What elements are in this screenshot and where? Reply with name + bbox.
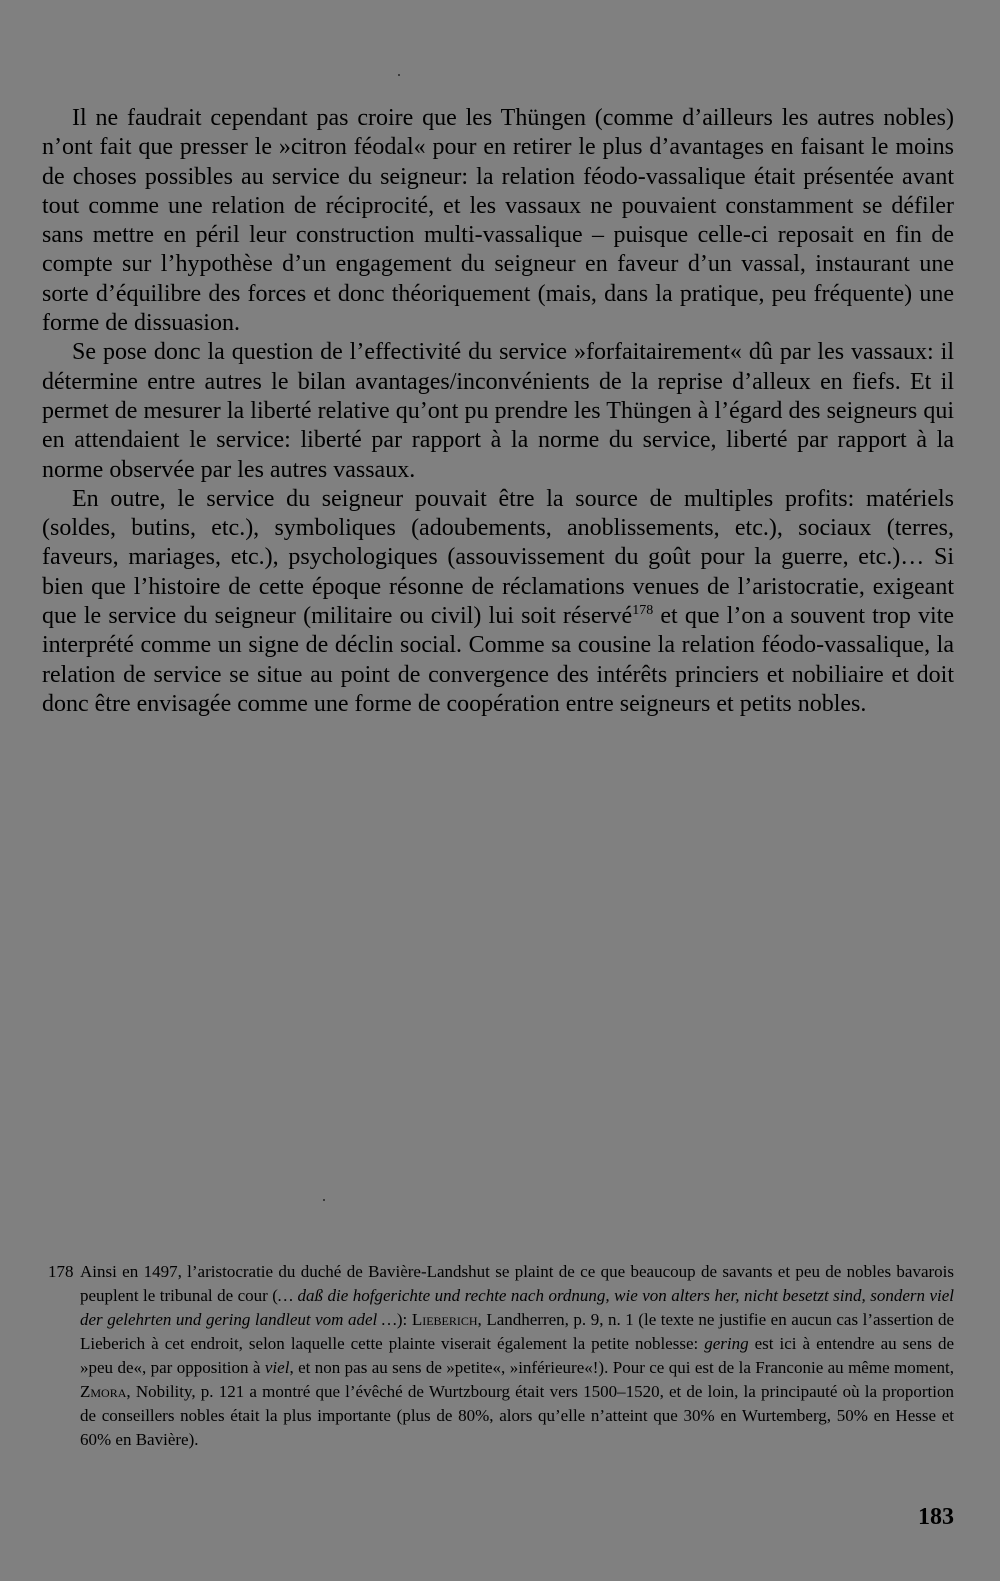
footnote-text: Ainsi en 1497, l’aristocratie du duché de Bavière-Landshut se plaint de ce que beaucoup de savants et peu de nobles bavarois peuplent le tribunal de cour (: [80, 1262, 954, 1305]
footnote-term: gering: [704, 1334, 749, 1353]
paragraph: [42, 485, 954, 719]
footnote-author: Lieberich: [411, 1310, 478, 1329]
body-text: [42, 104, 954, 719]
footnote-text: , et non pas au sens de »petite«, »inférieure«!). Pour ce qui est de la Franconie au même moment,: [289, 1358, 954, 1377]
footnote-text: est ici à entendre au sens de »peu de«, par opposition à: [80, 1334, 955, 1377]
footnote-text: ):: [396, 1310, 412, 1329]
footnote-quote: … daß die hofgerichte und rechte nach ordnung, wie von alters her, nicht besetzt sind, sondern viel der gelehrten und gering landleut vom adel …: [80, 1286, 954, 1329]
scan-speck: [398, 74, 400, 76]
footnotes: [48, 1260, 954, 1452]
footnote-text: , Landherren, p. 9, n. 1 (le texte ne justifie en aucun cas l’assertion de Lieberich à cet endroit, selon laquelle cette plainte viserait également la petite noblesse:: [80, 1310, 954, 1353]
paragraph: Il ne faudrait cependant pas croire que les Thüngen (comme d’ailleurs les autres nobles) n’ont fait que presser le »citron féodal« pour en retirer le plus d’avantages en faisant le moins de choses possibles au service du seigneur: la relation féodo-vassalique était présentée avant tout comme une relation de réciprocité, et les vassaux ne pouvaient constamment se défiler sans mettre en péril leur construction multi-vassalique – puisque celle-ci reposait en fin de compte sur l’hypothèse d’un engagement du seigneur en faveur d’un vassal, instaurant une sorte d’équilibre des forces et donc théoriquement (mais, dans la pratique, peu fréquente) une forme de dissuasion.: [42, 105, 954, 337]
footnote-reference[interactable]: 178: [632, 603, 654, 619]
page-number: 183: [918, 1504, 954, 1530]
footnote-number: 178: [48, 1262, 74, 1281]
footnote: [48, 1260, 954, 1452]
footnote-text: , Nobility, p. 121 a montré que l’évêché de Wurtzbourg était vers 1500–1520, et de loin, la principauté où la proportion de conseillers nobles était la plus importante (plus de 80%, alors qu’elle n’atteint que 30% en Wurtemberg, 50% en Hesse et 60% en Bavière).: [80, 1382, 954, 1449]
paragraph-text: et que l’on a souvent trop vite interprété comme un signe de déclin social. Comme sa cousine la relation féodo-vassalique, la relation de service se situe au point de convergence des intérêts princiers et nobiliaire et doit donc être envisagée comme une forme de coopération entre seigneurs et petits nobles.: [42, 603, 954, 717]
paragraph-text: En outre, le service du seigneur pouvait être la source de multiples profits: matériels (soldes, butins, etc.), symboliques (adoubements, anoblissements, etc.), sociaux (terres, faveurs, mariages, etc.), psychologiques (assouvissement du goût pour la guerre, etc.)… Si bien que l’histoire de cette époque résonne de réclamations venues de l’aristocratie, exigeant que le service du seigneur (militaire ou civil) lui soit réservé: [42, 485, 954, 630]
paragraph: Se pose donc la question de l’effectivité du service »forfaitairement« dû par les vassaux: il détermine entre autres le bilan avantages/inconvénients de la reprise d’alleux en fiefs. Et il permet de mesurer la liberté relative qu’ont pu prendre les Thüngen à l’égard des seigneurs qui en attendaient le service: liberté par rapport à la norme du service, liberté par rapport à la norme observée par les autres vassaux.: [42, 339, 954, 483]
footnote-author: Zmora: [80, 1382, 127, 1401]
scan-speck: [323, 1199, 325, 1201]
footnote-term: viel: [264, 1358, 290, 1377]
